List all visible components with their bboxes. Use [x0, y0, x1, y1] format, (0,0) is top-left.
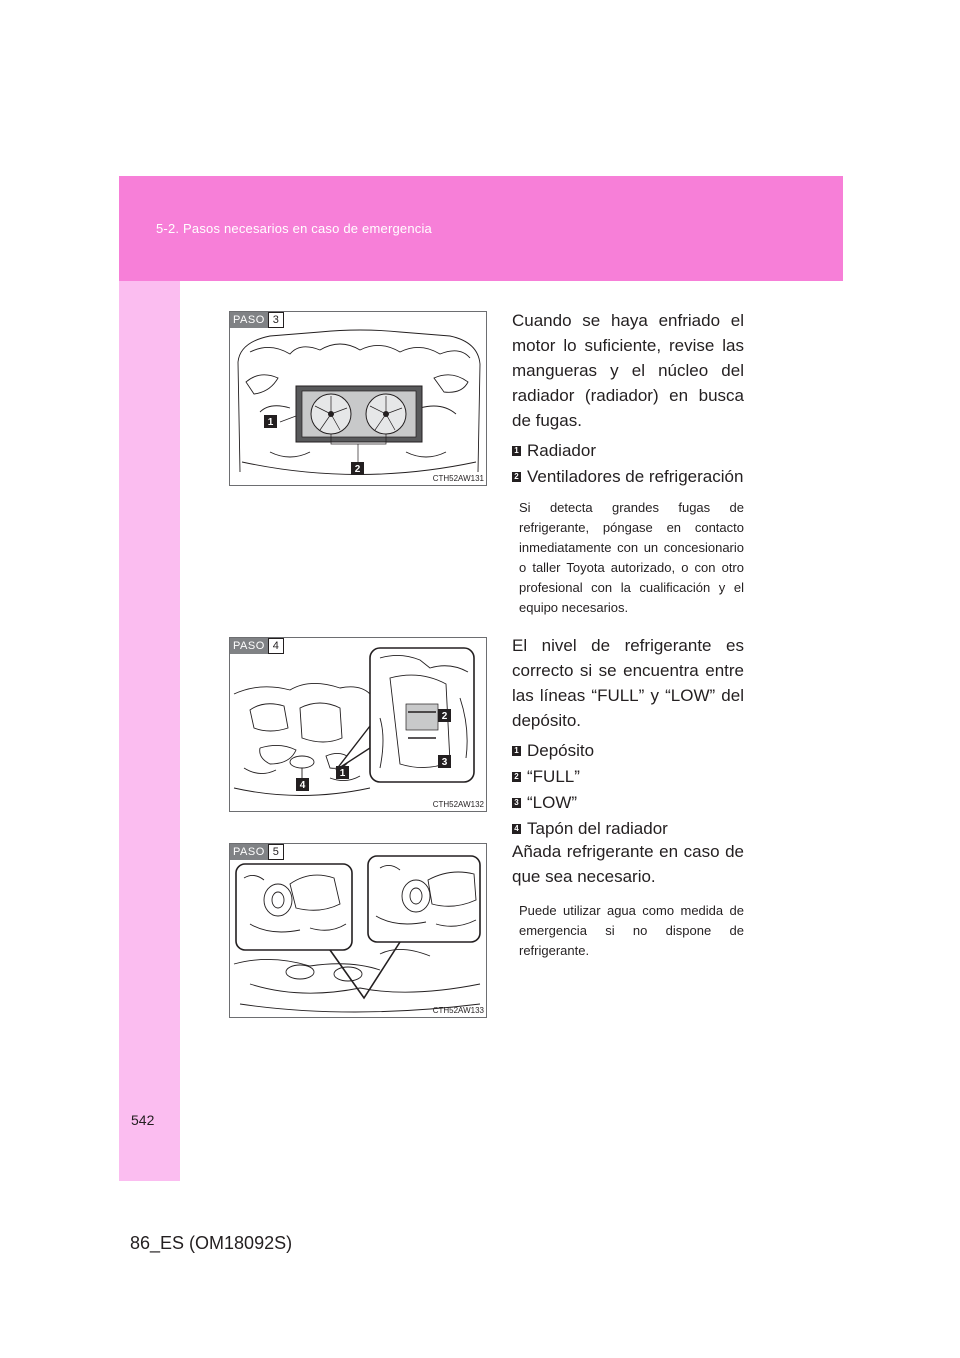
step3-note: Si detecta grandes fugas de refrigerante, póngase en contacto inmediatamente con un concesionario o taller Toyota autorizado, o con otro profesional con la cualificación y el equipo necesarios. [519, 500, 744, 615]
paso-number: 4 [268, 638, 284, 654]
item-number: 1 [512, 446, 521, 456]
legend-item [512, 790, 744, 816]
callout-number: 2 [441, 711, 448, 722]
paso-label: PASO [230, 312, 268, 328]
figure-code: CTH52AW132 [432, 800, 484, 809]
item-label: Tapón del radiador [527, 819, 668, 838]
step5-text [512, 839, 744, 961]
item-number: 1 [512, 746, 521, 756]
paso-number: 5 [268, 844, 284, 860]
callout-number: 3 [441, 757, 448, 768]
item-number: 2 [512, 472, 521, 482]
step5-instruction: Añada refrigerante en caso de que sea necesario. [512, 842, 744, 886]
paso-number: 3 [268, 312, 284, 328]
legend-item [512, 464, 744, 490]
item-number: 3 [512, 798, 521, 808]
step4-instruction: El nivel de refrigerante es correcto si se encuentra entre las líneas “FULL” y “LOW” del depósito. [512, 636, 744, 730]
figure-code: CTH52AW131 [432, 474, 484, 483]
section-title: 5-2. Pasos necesarios en caso de emergencia [156, 221, 432, 236]
step3-figure [229, 311, 487, 486]
step5-note: Puede utilizar agua como medida de emergencia si no dispone de refrigerante. [519, 903, 744, 958]
radiator-illustration [230, 312, 486, 485]
legend-item [512, 438, 744, 464]
paso-label: PASO [230, 844, 268, 860]
side-tab [119, 281, 180, 1181]
step5-figure [229, 843, 487, 1018]
reservoir-illustration [230, 638, 486, 811]
step4-text [512, 633, 744, 842]
callout-number: 2 [354, 464, 361, 475]
callout-number: 1 [339, 768, 346, 779]
paso-label: PASO [230, 638, 268, 654]
item-number: 4 [512, 824, 521, 834]
manual-code: 86_ES (OM18092S) [130, 1233, 293, 1253]
step-label [230, 312, 284, 328]
item-label: “LOW” [527, 793, 578, 812]
item-number: 2 [512, 772, 521, 782]
callout-number: 4 [299, 780, 306, 791]
page-number: 542 [131, 1112, 155, 1128]
step3-text [512, 308, 744, 618]
legend-item [512, 738, 744, 764]
item-label: Depósito [527, 741, 595, 760]
legend-item [512, 764, 744, 790]
refill-illustration [230, 844, 486, 1017]
item-label: “FULL” [527, 767, 580, 786]
step-label [230, 844, 284, 860]
step4-figure [229, 637, 487, 812]
step3-instruction: Cuando se haya enfriado el motor lo suficiente, revise las mangueras y el núcleo del radiador (radiador) en busca de fugas. [512, 311, 744, 430]
step-label [230, 638, 284, 654]
figure-code: CTH52AW133 [432, 1006, 484, 1015]
item-label: Radiador [527, 441, 596, 460]
item-label: Ventiladores de refrigeración [527, 467, 744, 486]
callout-number: 1 [267, 417, 274, 428]
